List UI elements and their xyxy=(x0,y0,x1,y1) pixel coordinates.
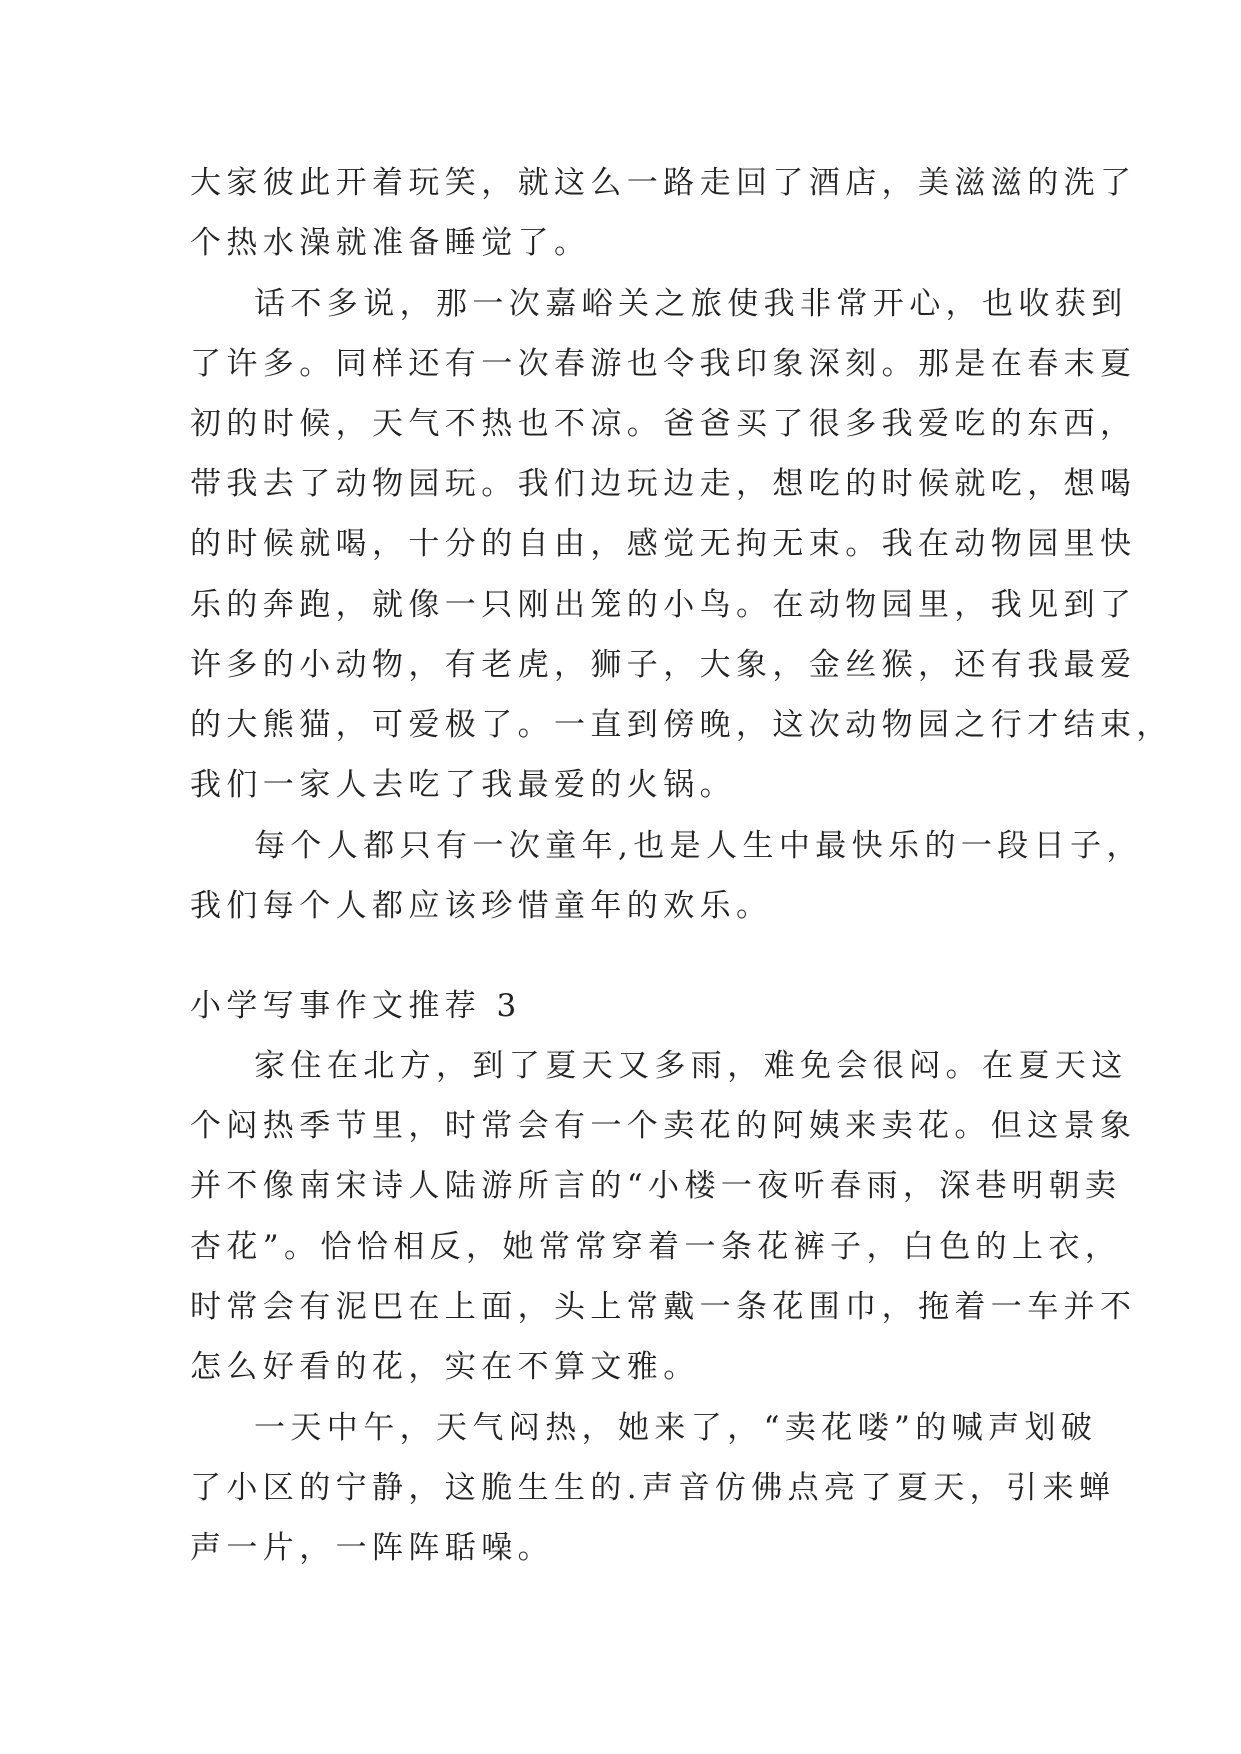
paragraph-first-line: 家住在北方，到了夏天又多雨，难免会很闷。在夏天这 xyxy=(254,1048,1128,1084)
text-line: 怎么好看的花，实在不算文雅。 xyxy=(190,1349,700,1385)
section-heading: 小学写事作文推荐 3 xyxy=(190,988,522,1024)
text-line: 乐的奔跑，就像一只刚出笼的小鸟。在动物园里，我见到了 xyxy=(190,587,1137,623)
text-line: 杏花”。恰恰相反，她常常穿着一条花裤子，白色的上衣， xyxy=(190,1229,1122,1265)
paragraph-first-line: 每个人都只有一次童年,也是人生中最快乐的一段日子， xyxy=(254,828,1143,864)
text-line: 个闷热季节里，时常会有一个卖花的阿姨来卖花。但这景象 xyxy=(190,1108,1137,1144)
text-line: 个热水澡就准备睡觉了。 xyxy=(190,225,591,261)
text-line: 的时候就喝，十分的自由，感觉无拘无束。我在动物园里快 xyxy=(190,526,1137,562)
text-line: 我们每个人都应该珍惜童年的欢乐。 xyxy=(190,888,773,924)
text-line: 带我去了动物园玩。我们边玩边走，想吃的时候就吃，想喝 xyxy=(190,466,1137,502)
text-line: 我们一家人去吃了我最爱的火锅。 xyxy=(190,767,736,803)
text-line: 声一片，一阵阵聒噪。 xyxy=(190,1530,554,1566)
text-line: 初的时候，天气不热也不凉。爸爸买了很多我爱吃的东西， xyxy=(190,406,1137,442)
paragraph-first-line: 一天中午，天气闷热，她来了，“卖花喽”的喊声划破 xyxy=(254,1410,1098,1446)
text-line: 的大熊猫，可爱极了。一直到傍晚，这次动物园之行才结束， xyxy=(190,707,1173,743)
text-line: 了小区的宁静，这脆生生的.声音仿佛点亮了夏天，引来蝉 xyxy=(190,1470,1116,1506)
text-line: 大家彼此开着玩笑，就这么一路走回了酒店，美滋滋的洗了 xyxy=(190,165,1137,201)
text-line: 了许多。同样还有一次春游也令我印象深刻。那是在春末夏 xyxy=(190,346,1137,382)
text-line: 许多的小动物，有老虎，狮子，大象，金丝猴，还有我最爱 xyxy=(190,647,1137,683)
paragraph-first-line: 话不多说，那一次嘉峪关之旅使我非常开心，也收获到 xyxy=(254,286,1128,322)
text-line: 并不像南宋诗人陆游所言的“小楼一夜听春雨，深巷明朝卖 xyxy=(190,1168,1122,1204)
text-line: 时常会有泥巴在上面，头上常戴一条花围巾，拖着一车并不 xyxy=(190,1289,1137,1325)
